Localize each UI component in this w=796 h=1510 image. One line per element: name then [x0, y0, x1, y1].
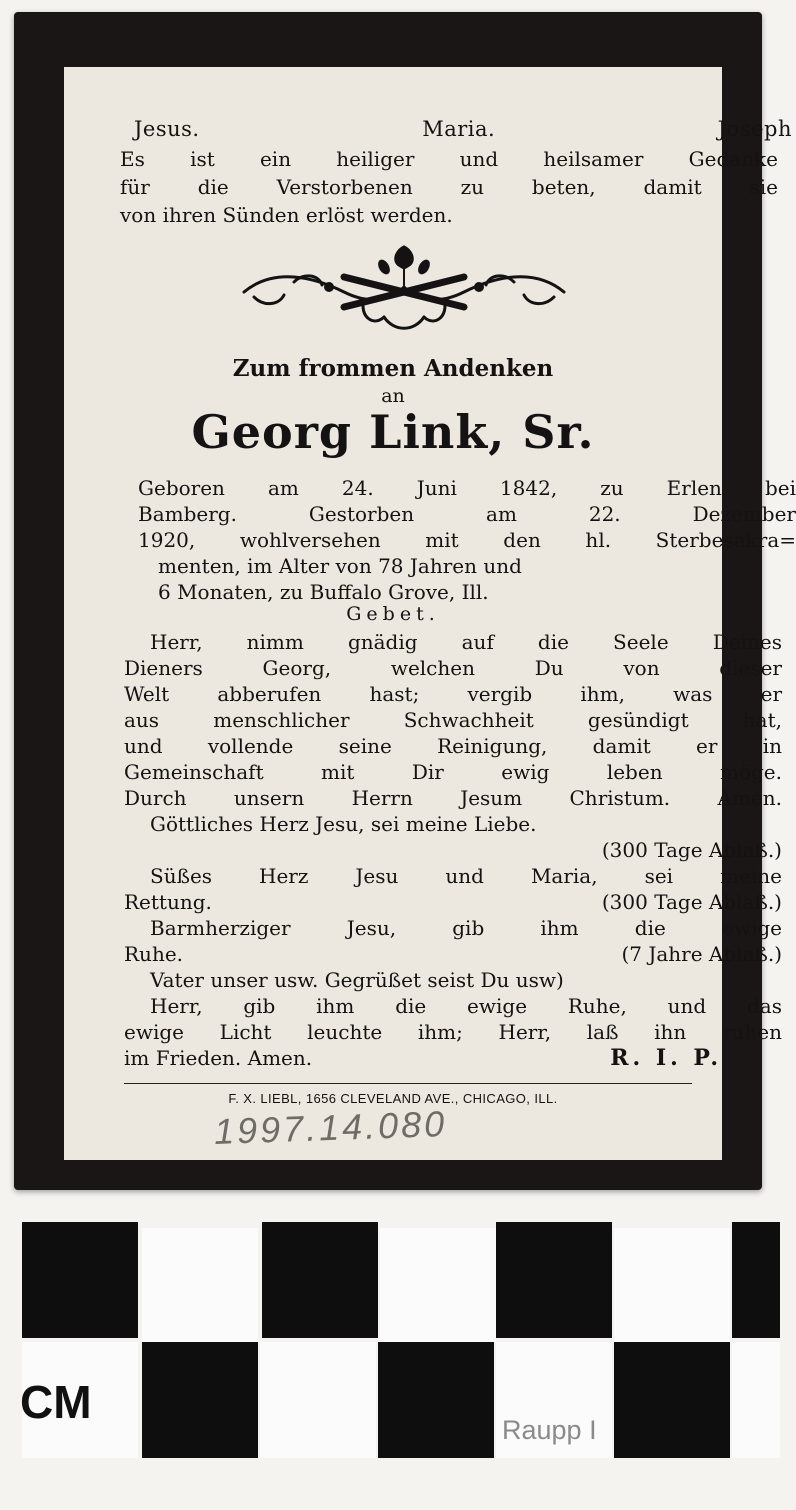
intro-line: von ihren Sünden erlöst werden. — [120, 203, 453, 227]
bio-line: menten, im Alter von 78 Jahren und — [158, 554, 522, 578]
intro-line: für die Verstorbenen zu beten, damit sie — [120, 175, 778, 199]
indulgence-note: (7 Jahre Ablaß.) — [621, 942, 782, 966]
prayer-line: Welt abberufen hast; vergib ihm, was er — [124, 682, 782, 706]
prayer-title: Gebet. — [346, 603, 440, 625]
closing-row — [124, 1045, 782, 1071]
bio-line: Bamberg. Gestorben am 22. Dezember — [138, 502, 796, 526]
invocation-line: Vater unser usw. Gegrüßet seist Du usw) — [150, 968, 564, 992]
scale-square — [22, 1222, 138, 1338]
bio-line: 1920, wohlversehen mit den hl. Sterbesakra= — [138, 528, 796, 552]
bio-line: 6 Monaten, zu Buffalo Grove, Ill. — [158, 580, 489, 604]
scale-square — [614, 1228, 730, 1344]
header-joseph: Joseph — [717, 117, 792, 141]
scale-square — [142, 1342, 258, 1458]
prayer-line: Durch unsern Herrn Jesum Christum. Amen. — [124, 786, 782, 810]
scale-square — [496, 1222, 612, 1338]
header-jesus: Jesus. — [134, 117, 200, 141]
watermark-text: Raupp I — [502, 1415, 597, 1445]
prayer-text — [124, 629, 782, 1071]
dedication-heading: Zum frommen Andenken — [232, 355, 554, 382]
closing-line: ewige Licht leuchte ihm; Herr, laß ihn ruhen — [124, 1020, 782, 1044]
prayer-line: Gemeinschaft mit Dir ewig leben möge. — [124, 760, 782, 784]
cm-scale-bar — [22, 1222, 780, 1464]
closing-line: im Frieden. Amen. — [124, 1046, 313, 1070]
holy-names-header — [134, 117, 792, 141]
header-maria: Maria. — [422, 117, 496, 141]
scale-square — [380, 1228, 496, 1344]
invocation-line: Süßes Herz Jesu und Maria, sei meine — [150, 864, 782, 888]
scale-square — [732, 1342, 780, 1458]
prayer-line: Dieners Georg, welchen Du von dieser — [124, 656, 782, 680]
scale-square — [262, 1222, 378, 1338]
prayer-line: und vollende seine Reinigung, damit er in — [124, 734, 782, 758]
card-paper — [64, 67, 796, 1160]
scale-square — [378, 1342, 494, 1458]
accession-number: 1997.14.080 — [213, 1102, 448, 1153]
invocation-row — [124, 941, 782, 967]
deceased-name: Georg Link, Sr. — [191, 405, 595, 459]
invocation-row — [124, 889, 782, 915]
dedication-to: an — [381, 385, 405, 407]
invocation-row — [124, 837, 782, 863]
invocation-line: Barmherziger Jesu, gib ihm die ewige — [150, 916, 782, 940]
intro-line: Es ist ein heiliger und heilsamer Gedanke — [120, 147, 778, 171]
bio-line: Geboren am 24. Juni 1842, zu Erlen bei — [138, 476, 796, 500]
indulgence-note: (300 Tage Ablaß.) — [601, 838, 782, 862]
prayer-line: Herr, nimm gnädig auf die Seele Deines — [150, 630, 782, 654]
scale-square — [614, 1342, 730, 1458]
scale-square — [732, 1222, 780, 1338]
scale-square — [260, 1342, 376, 1458]
scale-square — [142, 1228, 258, 1344]
invocation-line: Rettung. — [124, 890, 212, 914]
indulgence-note: (300 Tage Ablaß.) — [601, 890, 782, 914]
biography — [138, 475, 796, 605]
intro-text — [120, 145, 778, 229]
printer-imprint: F. X. LIEBL, 1656 CLEVELAND AVE., CHICAGO, ILL. — [228, 1091, 558, 1106]
divider — [124, 1083, 692, 1084]
invocation-line: Göttliches Herz Jesu, sei meine Liebe. — [150, 812, 537, 836]
floral-cross-ornament-icon — [234, 237, 574, 347]
rip-text: R. I. P. — [610, 1045, 722, 1071]
memorial-card — [14, 12, 796, 1190]
invocation-line: Ruhe. — [124, 942, 184, 966]
prayer-line: aus menschlicher Schwachheit gesündigt hat, — [124, 708, 782, 732]
cm-label: CM — [20, 1376, 92, 1428]
closing-line: Herr, gib ihm die ewige Ruhe, und das — [150, 994, 782, 1018]
